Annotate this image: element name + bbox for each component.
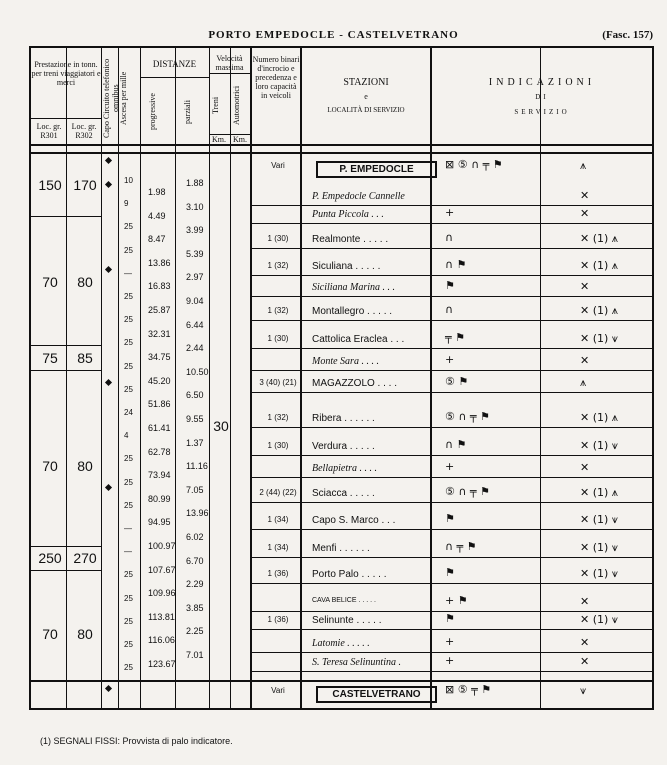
partial-distance: 6.70	[186, 555, 204, 566]
gradient-value: 25	[124, 338, 133, 348]
row-line	[252, 248, 652, 249]
progressive-distance: 8.47	[148, 234, 166, 245]
station-name: Siculiana . . . . .	[312, 261, 381, 272]
gradient-value: —	[124, 268, 132, 278]
gradient-value: 25	[124, 384, 133, 394]
header-distanze: DISTANZE	[152, 59, 197, 69]
station-name: CASTELVETRANO	[316, 686, 437, 703]
service-indicator: ∩	[445, 303, 454, 316]
service-indicator: +	[445, 206, 455, 219]
row-line	[252, 529, 652, 530]
station-name: Porto Palo . . . . .	[312, 569, 387, 580]
header-automotrici: Automotrici	[232, 85, 241, 125]
fixed-signal: ✕	[580, 207, 590, 220]
partial-distance: 1.37	[186, 437, 204, 448]
gradient-value: 25	[124, 245, 133, 255]
station-name: Sciacca . . . . .	[312, 488, 375, 499]
tonnage-loc2: 270	[73, 550, 97, 566]
progressive-distance: 1.98	[148, 187, 166, 197]
station-name: CAVA BELICE . . . . .	[312, 597, 376, 604]
fixed-signal: ✕ (1) ⩚	[580, 259, 618, 272]
fixed-signal: ✕	[580, 461, 590, 474]
tonnage-loc1: 70	[42, 626, 58, 642]
header-ascesa: Ascesa per mille	[119, 71, 128, 125]
header-indicazioni: INDICAZIONI	[488, 77, 596, 88]
header-stazioni-e: e	[364, 92, 368, 101]
partial-distance: 5.39	[186, 248, 204, 259]
progressive-distance: 61.41	[148, 423, 171, 433]
progressive-distance: 34.75	[148, 352, 171, 363]
gradient-value: 9	[124, 199, 129, 209]
service-indicator: +	[445, 654, 455, 667]
gradient-value: 25	[124, 616, 133, 626]
row-line	[252, 652, 652, 653]
gradient-value: 25	[124, 593, 133, 603]
partial-distance: 6.44	[186, 319, 204, 330]
sidings-count: 1 (36)	[267, 615, 289, 624]
row-line	[31, 345, 101, 346]
fixed-signal: ✕	[580, 655, 590, 668]
partial-distance: 2.97	[186, 272, 204, 283]
station-name: Verdura . . . . .	[312, 441, 375, 452]
fixed-signal: ✕ (1) ⩚	[580, 411, 618, 424]
partial-distance: 2.44	[186, 343, 204, 354]
sidings-count: 1 (30)	[267, 234, 289, 243]
tonnage-loc1: 70	[42, 274, 58, 290]
header-treni: Treni	[211, 96, 220, 114]
gradient-value: 25	[124, 500, 133, 510]
partial-distance: 7.05	[186, 484, 204, 495]
fixed-signal: ⩚	[580, 376, 587, 389]
station-name: Punta Piccola . . .	[312, 209, 384, 220]
gradient-value: 25	[124, 570, 133, 580]
fixed-signal: ✕ (1) ⩛	[580, 332, 618, 345]
station-name: Menfi . . . . . .	[312, 543, 370, 554]
progressive-distance: 45.20	[148, 375, 171, 386]
gradient-value: 25	[124, 640, 133, 649]
row-line	[252, 348, 652, 349]
fixed-signal: ✕	[580, 189, 590, 202]
tonnage-loc1: 75	[42, 350, 58, 366]
header-stazioni: STAZIONI	[343, 77, 389, 88]
sidings-count: 1 (32)	[267, 261, 289, 270]
row-line	[252, 629, 652, 630]
progressive-distance: 4.49	[148, 210, 166, 221]
progressive-distance: 109.96	[148, 588, 176, 599]
progressive-distance: 107.67	[148, 564, 176, 575]
gradient-value: 10	[124, 176, 133, 185]
sidings-count: 1 (30)	[267, 441, 289, 450]
service-indicator: ⊠ ⑤ ╤ ⚑	[445, 683, 492, 696]
tonnage-loc2: 85	[77, 350, 93, 366]
header-km1: Km.	[212, 135, 226, 144]
page-title: PORTO EMPEDOCLE - CASTELVETRANO	[208, 29, 459, 41]
service-indicator: ⑤ ∩ ╤ ⚑	[445, 410, 490, 423]
partial-distance: 11.16	[186, 461, 208, 472]
fixed-signal: ✕ (1) ⩚	[580, 304, 618, 317]
service-indicator: ∩ ╤ ⚑	[445, 540, 477, 553]
partial-distance: 3.99	[186, 225, 204, 236]
progressive-distance: 16.83	[148, 281, 171, 292]
fixed-signal: ✕	[580, 354, 590, 367]
partial-distance: 1.88	[186, 178, 204, 188]
gradient-value: 25	[124, 315, 133, 325]
tonnage-loc2: 80	[77, 274, 93, 290]
row-line	[252, 427, 652, 428]
service-indicator: +	[445, 460, 455, 473]
progressive-distance: 123.67	[148, 659, 176, 669]
station-name: Cattolica Eraclea . . .	[312, 334, 405, 345]
row-line	[252, 502, 652, 503]
progressive-distance: 25.87	[148, 305, 171, 315]
header-parziali: parziali	[183, 100, 192, 124]
station-name: S. Teresa Selinuntina .	[312, 657, 401, 668]
tonnage-loc2: 80	[77, 626, 93, 642]
partial-distance: 9.04	[186, 296, 204, 306]
progressive-distance: 116.06	[148, 635, 175, 646]
tonnage-loc2: 170	[73, 177, 97, 193]
partial-distance: 2.29	[186, 579, 204, 590]
row-line	[252, 223, 652, 224]
tonnage-loc1: 150	[38, 177, 62, 193]
service-indicator: ∩ ⚑	[445, 258, 467, 271]
header-localita: LOCALITÀ DI SERVIZIO	[327, 106, 405, 114]
station-name: Capo S. Marco . . .	[312, 515, 396, 526]
sidings-count: 1 (32)	[267, 306, 289, 315]
fixed-signal: ✕ (1) ⩚	[580, 486, 618, 499]
fixed-signal: ✕ (1) ⩛	[580, 567, 618, 580]
partial-distance: 10.50	[186, 366, 209, 377]
sidings-count: 2 (44) (22)	[259, 488, 297, 497]
fixed-signal: ✕	[580, 595, 590, 608]
gradient-value: 4	[124, 431, 129, 441]
progressive-distance: 13.86	[148, 257, 171, 268]
tonnage-loc1: 70	[42, 458, 58, 474]
progressive-distance: 32.31	[148, 328, 171, 339]
gradient-value: 25	[124, 222, 133, 232]
sidings-count: 1 (34)	[267, 515, 289, 524]
fixed-signal: ✕	[580, 636, 590, 649]
service-indicator: ⑤ ∩ ╤ ⚑	[445, 485, 490, 498]
station-name: Realmonte . . . . .	[312, 234, 389, 245]
service-indicator: ⚑	[445, 566, 455, 579]
header-servizio: SERVIZIO	[514, 108, 570, 116]
sidings-count: Vari	[271, 161, 285, 170]
station-name: Ribera . . . . . .	[312, 413, 375, 424]
footnote: (1) SEGNALI FISSI: Provvista di palo indicatore.	[40, 736, 233, 746]
header-binari: Numero binari d'incrocio e precedenza e loro capacità in veicoli	[252, 55, 300, 100]
partial-distance: 9.55	[186, 414, 204, 424]
partial-distance: 3.10	[186, 201, 204, 212]
header-bottom-line	[31, 152, 652, 154]
gradient-value: 25	[124, 454, 133, 464]
station-name: Selinunte . . . . .	[312, 615, 382, 626]
station-name: Montallegro . . . . .	[312, 306, 393, 317]
sidings-count: 1 (34)	[267, 543, 289, 552]
station-name: P. Empedocle Cannelle	[312, 191, 405, 202]
row-line	[252, 455, 652, 456]
tonnage-loc2: 80	[77, 458, 93, 474]
service-indicator: ⚑	[445, 512, 455, 525]
progressive-distance: 100.97	[148, 541, 176, 551]
partial-distance: 2.25	[186, 626, 204, 637]
station-name: Bellapietra . . . .	[312, 463, 377, 474]
header-km2: Km.	[233, 135, 247, 144]
sidings-count: 1 (30)	[267, 334, 289, 343]
row-line	[252, 370, 652, 371]
header-velocita: Velocità massima	[215, 54, 244, 72]
service-indicator: ⚑	[445, 612, 455, 625]
service-indicator: ∩ ⚑	[445, 438, 467, 451]
station-name: MAGAZZOLO . . . .	[312, 378, 398, 389]
row-line	[252, 583, 652, 584]
header-progressive: progressive	[148, 93, 157, 131]
service-indicator: ⑤ ⚑	[445, 375, 469, 388]
speed-value: 30	[213, 418, 229, 434]
row-line	[252, 477, 652, 478]
row-line	[252, 275, 652, 276]
station-name: P. EMPEDOCLE	[316, 161, 437, 178]
progressive-distance: 80.99	[148, 493, 171, 504]
row-line	[252, 296, 652, 297]
row-line	[252, 320, 652, 321]
partial-distance: 3.85	[186, 602, 204, 613]
fixed-signal: ✕ (1) ⩛	[580, 513, 618, 526]
station-name: Monte Sara . . . .	[312, 356, 379, 367]
gradient-value: 24	[124, 408, 133, 417]
service-indicator: +	[445, 635, 455, 648]
partial-distance: 6.02	[186, 532, 204, 542]
progressive-distance: 51.86	[148, 399, 171, 410]
gradient-value: 25	[124, 292, 133, 301]
header-bottom-line	[31, 144, 652, 146]
fixed-signal: ⩚	[580, 159, 587, 172]
service-indicator: ╤ ⚑	[445, 331, 465, 344]
fascicle-number: (Fasc. 157)	[602, 29, 653, 41]
service-indicator: ⚑	[445, 279, 455, 292]
header-di: DI	[535, 93, 549, 101]
tonnage-loc1: 250	[38, 550, 62, 566]
row-line	[209, 73, 250, 74]
partial-distance: 13.96	[186, 508, 209, 519]
row-line	[252, 557, 652, 558]
header-loc2: Loc. gr. R302	[71, 122, 97, 140]
sidings-count: 1 (36)	[267, 569, 289, 578]
sidings-count: 1 (32)	[267, 413, 289, 422]
header-prestazione: Prestazione in tonn. per treni viaggiatori e merci	[31, 60, 101, 87]
fixed-signal: ✕	[580, 280, 590, 293]
partial-distance: 7.01	[186, 650, 204, 660]
row-line	[31, 216, 101, 217]
progressive-distance: 62.78	[148, 446, 171, 457]
row-line	[31, 370, 101, 371]
station-name: Siciliana Marina . . .	[312, 282, 396, 293]
progressive-distance: 113.81	[148, 611, 175, 622]
progressive-distance: 94.95	[148, 517, 171, 528]
footer-line	[31, 680, 652, 682]
fixed-signal: ✕ (1) ⩛	[580, 541, 618, 554]
fixed-signal: ⩛	[580, 684, 587, 697]
partial-distance: 6.50	[186, 390, 204, 401]
row-line	[252, 392, 652, 393]
gradient-value: 25	[124, 477, 133, 487]
station-name: Latomie . . . . .	[312, 638, 370, 649]
row-line	[31, 118, 101, 119]
service-indicator: ⊠ ⑤ ∩ ╤ ⚑	[445, 158, 503, 171]
gradient-value: —	[124, 524, 132, 533]
row-line	[140, 77, 209, 78]
fixed-signal: ✕ (1) ⩛	[580, 439, 618, 452]
sidings-count: 3 (40) (21)	[259, 378, 297, 387]
service-indicator: ∩	[445, 231, 454, 244]
gradient-value: 25	[124, 663, 133, 673]
row-line	[31, 546, 101, 547]
header-loc1: Loc. gr. R301	[36, 122, 62, 140]
gradient-value: 25	[124, 361, 133, 371]
gradient-value: —	[124, 547, 132, 557]
sidings-count: Vari	[271, 686, 285, 695]
fixed-signal: ✕ (1) ⩛	[580, 613, 618, 626]
fixed-signal: ✕ (1) ⩚	[580, 232, 618, 245]
row-line	[31, 570, 101, 571]
progressive-distance: 73.94	[148, 470, 171, 481]
service-indicator: +	[445, 353, 455, 366]
row-line	[252, 671, 652, 672]
service-indicator: + ⚑	[445, 594, 468, 607]
header-capo: Capo Circuito telefonico omnibus	[102, 58, 120, 138]
